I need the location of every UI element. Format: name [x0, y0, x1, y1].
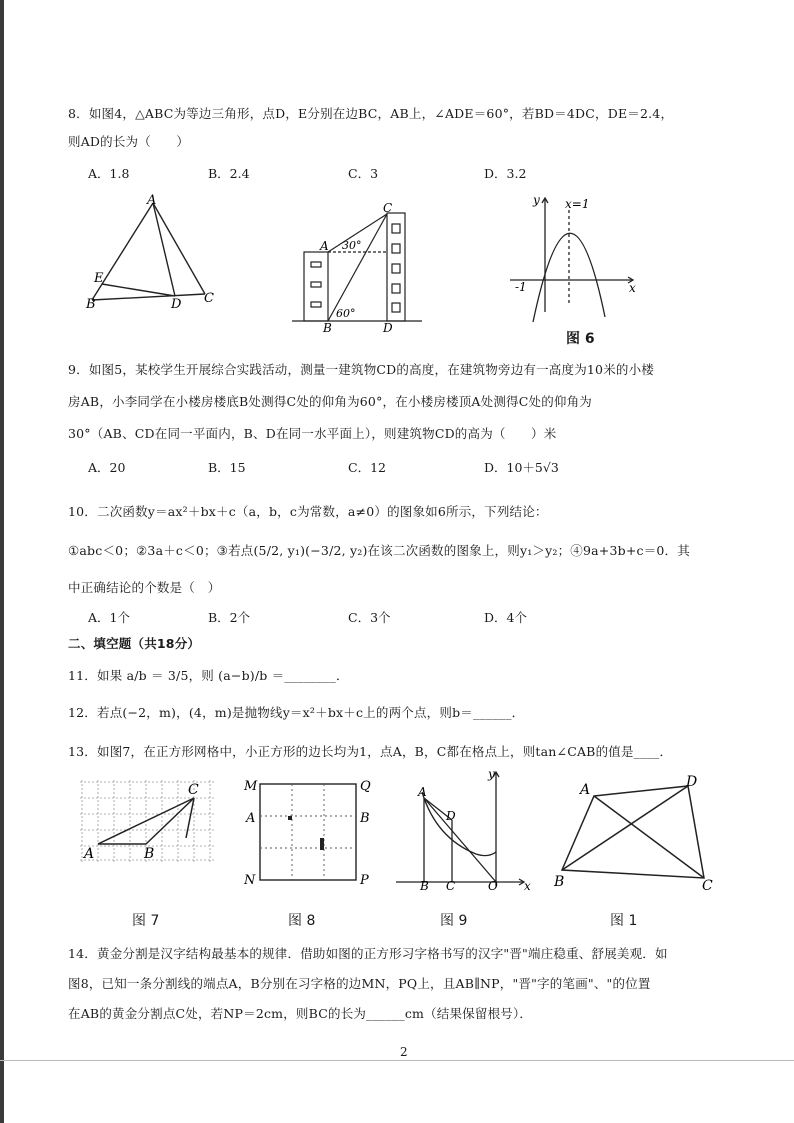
- fig9-label-x: x: [524, 879, 531, 892]
- fig1-label-a: A: [580, 782, 591, 798]
- page-number: 2: [400, 1045, 408, 1059]
- fig5-angle-30: 30°: [342, 239, 362, 252]
- q10-line1: 10．二次函数y＝ax²＋bx＋c（a，b，c为常数，a≠0）的图象如6所示，下列结论：: [68, 504, 548, 519]
- figure-1-quadrilateral: [552, 772, 724, 892]
- scan-edge: [0, 0, 4, 1123]
- fig8-label-n: N: [244, 873, 256, 888]
- fig6-label-minus-1: -1: [515, 280, 527, 294]
- q10-option-b: B．2个: [208, 610, 251, 625]
- fig4-label-c: C: [204, 291, 214, 306]
- q11-text: 11．如果 a/b ＝ 3/5，则 (a−b)/b ＝________．: [68, 668, 349, 683]
- q12-text: 12．若点(−2，m)，(4，m)是抛物线y＝x²＋bx＋c上的两个点，则b＝______．: [68, 705, 525, 720]
- fig9-label-o: O: [488, 879, 498, 892]
- fig5-label-a: A: [320, 239, 329, 253]
- fig6-label-x: x: [629, 281, 636, 295]
- figure-7-caption: 图 7: [132, 913, 160, 929]
- q9-line2: 房AB，小李同学在小楼房楼底B处测得C处的仰角为60°，在小楼房楼顶A处测得C处的仰角为: [68, 394, 593, 409]
- fig9-label-a: A: [418, 785, 427, 799]
- fig8-label-m: M: [244, 779, 258, 794]
- figure-7-grid: [78, 778, 218, 864]
- fig8-label-q: Q: [360, 779, 371, 794]
- figure-4-triangle: [80, 190, 230, 315]
- figure-8-caption: 图 8: [288, 913, 316, 929]
- figure-6-parabola: [505, 192, 645, 327]
- fig6-label-x-eq-1: x=1: [565, 197, 590, 211]
- figure-1-caption: 图 1: [610, 913, 638, 929]
- fig4-label-d: D: [171, 297, 182, 312]
- fig5-angle-60: 60°: [336, 307, 356, 320]
- q10-line3: 中正确结论的个数是（ ）: [68, 580, 221, 595]
- fig4-label-b: B: [86, 297, 96, 312]
- q8-line2: 则AD的长为（ ）: [68, 134, 190, 149]
- q8-option-d: D．3.2: [484, 166, 527, 181]
- figure-9-hyperbola: [392, 768, 540, 892]
- q9-option-a: A．20: [88, 460, 126, 475]
- q9-option-c: C．12: [348, 460, 386, 475]
- q10-line2: ①abc＜0；②3a＋c＜0；③若点(5/2, y₁)(−3/2, y₂)在该二次函数的图象上，则y₁＞y₂；④9a+3b+c＝0．其: [68, 543, 690, 558]
- q14-line1: 14．黄金分割是汉字结构最基本的规律．借助如图的正方形习字格书写的汉字"晋"端庄稳重、舒展美观．如: [68, 946, 668, 961]
- fig1-label-d: D: [686, 774, 698, 790]
- fig8-label-p: P: [360, 873, 369, 888]
- q8-line1: 8．如图4，△ABC为等边三角形，点D，E分别在边BC，AB上，∠ADE＝60°，若BD＝4DC，DE＝2.4，: [68, 106, 674, 121]
- fig5-label-d: D: [383, 321, 393, 335]
- fig6-label-y: y: [533, 193, 540, 207]
- q10-option-a: A．1个: [88, 610, 130, 625]
- fig7-label-c: C: [188, 782, 199, 798]
- fig1-label-b: B: [554, 874, 565, 890]
- q10-option-c: C．3个: [348, 610, 391, 625]
- q13-text: 13．如图7，在正方形网格中，小正方形的边长均为1，点A，B，C都在格点上，则tan∠CAB的值是____．: [68, 744, 673, 759]
- fig4-label-a: A: [147, 193, 157, 208]
- fig9-label-y: y: [488, 768, 495, 781]
- q14-line3: 在AB的黄金分割点C处，若NP＝2cm，则BC的长为______cm（结果保留根号）．: [68, 1006, 533, 1021]
- fig8-label-b: B: [360, 811, 370, 826]
- q10-option-d: D．4个: [484, 610, 527, 625]
- section-2-title: 二、填空题（共18分）: [68, 636, 201, 651]
- fig8-label-a: A: [246, 811, 256, 826]
- fig5-label-c: C: [383, 201, 393, 215]
- q9-line1: 9．如图5，某校学生开展综合实践活动，测量一建筑物CD的高度，在建筑物旁边有一高度为10米的小楼: [68, 362, 654, 377]
- figure-9-caption: 图 9: [440, 913, 468, 929]
- fig4-label-e: E: [94, 271, 104, 286]
- fig1-label-c: C: [702, 878, 713, 892]
- q8-option-a: A．1.8: [88, 166, 130, 181]
- q9-line3: 30°（AB、CD在同一平面内，B、D在同一水平面上），则建筑物CD的高为（ ）米: [68, 426, 557, 441]
- bottom-divider: [0, 1060, 794, 1061]
- fig9-label-c: C: [446, 879, 456, 892]
- q8-option-b: B．2.4: [208, 166, 250, 181]
- q8-option-c: C．3: [348, 166, 379, 181]
- figure-5-buildings: [290, 200, 430, 335]
- fig9-label-b: B: [420, 879, 429, 892]
- figure-6-caption: 图 6: [566, 331, 595, 347]
- figure-8-square: [242, 772, 374, 892]
- fig9-label-d: D: [446, 809, 456, 823]
- fig7-label-b: B: [144, 846, 155, 862]
- q9-option-d: D．10＋5√3: [484, 460, 559, 475]
- fig7-label-a: A: [84, 846, 95, 862]
- fig5-label-b: B: [323, 321, 332, 335]
- q14-line2: 图8，已知一条分割线的端点A，B分别在习字格的边MN，PQ上，且AB∥NP，"晋"字的笔画"、"的位置: [68, 976, 651, 991]
- q9-option-b: B．15: [208, 460, 246, 475]
